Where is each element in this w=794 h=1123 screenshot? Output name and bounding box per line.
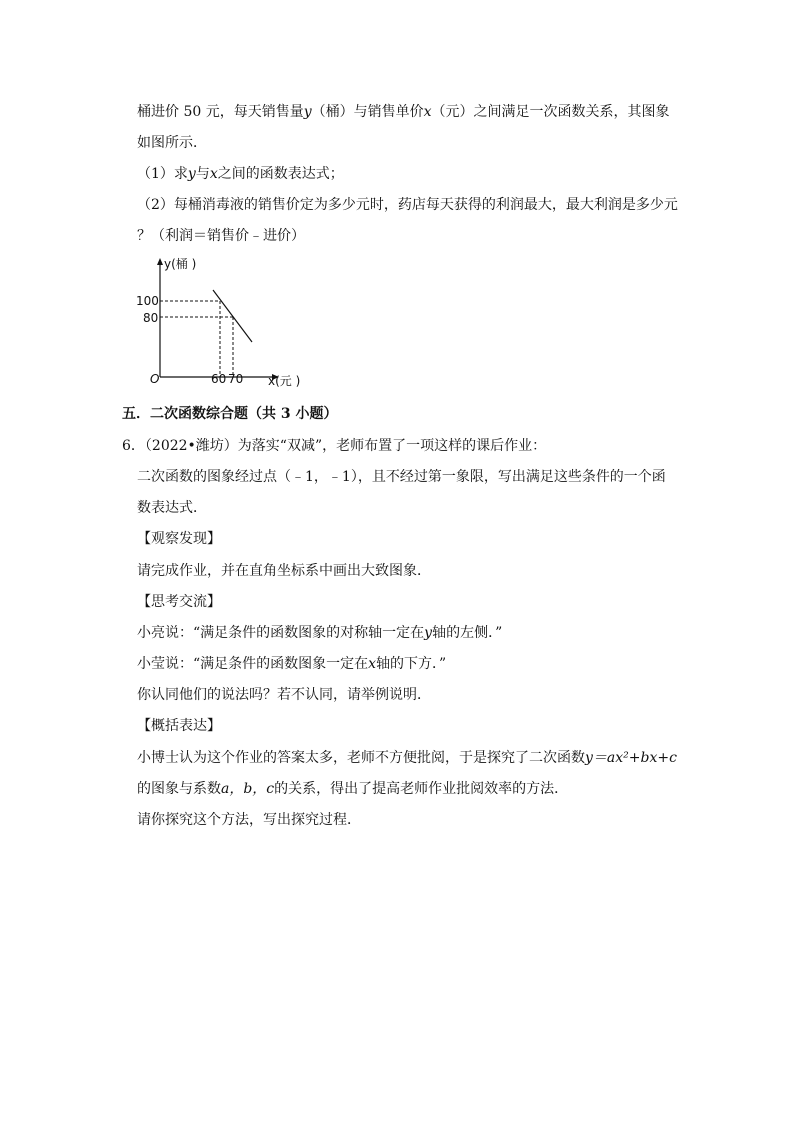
var-y: y [187,166,196,182]
observe-title: 【观察发现】 [137,531,221,547]
var-x: x [423,104,432,120]
text: 小亮说：“满足条件的函数图象的对称轴一定在 [137,625,425,641]
var-y: y [303,104,312,120]
problem5-line2: 如图所示． [137,135,207,151]
x-tick-70: 70 [228,372,244,386]
text: 小博士认为这个作业的答案太多，老师不方便批阅，于是探究了二次函数 [137,750,585,766]
origin-label: O [150,372,160,386]
text: （元）之间满足一次函数关系，其图象 [431,104,670,120]
y-tick-100: 100 [136,294,159,308]
var-x: x [368,656,377,672]
y-axis-arrow [157,258,163,265]
text: 轴的左侧．” [432,625,503,641]
text: 之间的函数表达式； [217,166,344,182]
problem5-question2-line2: ？（利润＝销售价﹣进价） [137,228,305,244]
linear-function-graph [135,250,335,392]
observe-text: 请完成作业，并在直角坐标系中画出大致图象． [137,563,431,579]
text: 的图象与系数 [137,781,221,797]
problem5-question2-line1: （2）每桶消毒液的销售价定为多少元时，药店每天获得的利润最大，最大利润是多少元 [137,197,678,213]
x-tick-60: 60 [211,372,227,386]
var-x: x [209,166,218,182]
problem5-line1 [137,102,670,122]
text: 的关系，得出了提高老师作业批阅效率的方法． [274,781,569,797]
text: 轴的下方．” [376,656,447,672]
xiaoying-statement [137,654,446,674]
problem5-question1 [137,164,344,184]
text: 小莹说：“满足条件的函数图象一定在 [137,656,369,672]
explore-instruction: 请你探究这个方法，写出探究过程． [137,812,361,828]
text: （桶）与销售单价 [311,104,424,120]
quadratic-formula: y＝ax²+bx+c [585,750,677,766]
summary-title: 【概括表达】 [137,718,221,734]
problem6-task-line2: 数表达式． [137,500,207,516]
summary-line1 [137,748,677,768]
y-axis-label: y(桶 ) [164,257,197,271]
problem6-intro: 6．（2022•潍坊）为落实“双减”，老师布置了一项这样的课后作业： [122,438,547,454]
text: 桶进价 50 元，每天销售量 [137,104,304,120]
y-tick-80: 80 [143,311,159,325]
think-title: 【思考交流】 [137,594,221,610]
text: 与 [195,166,210,182]
section-heading: 五．二次函数综合题（共 3 小题） [122,406,338,422]
x-axis-label: x(元 ) [268,374,301,388]
text: （1）求 [137,166,188,182]
problem6-task-line1: 二次函数的图象经过点（﹣1，﹣1），且不经过第一象限，写出满足这些条件的一个函 [137,469,666,485]
summary-line2 [137,779,568,799]
var-y: y [424,625,433,641]
coefficients: a，b，c [221,781,275,797]
xiaoliang-statement [137,623,502,643]
agree-question: 你认同他们的说法吗？若不认同，请举例说明． [137,687,431,703]
